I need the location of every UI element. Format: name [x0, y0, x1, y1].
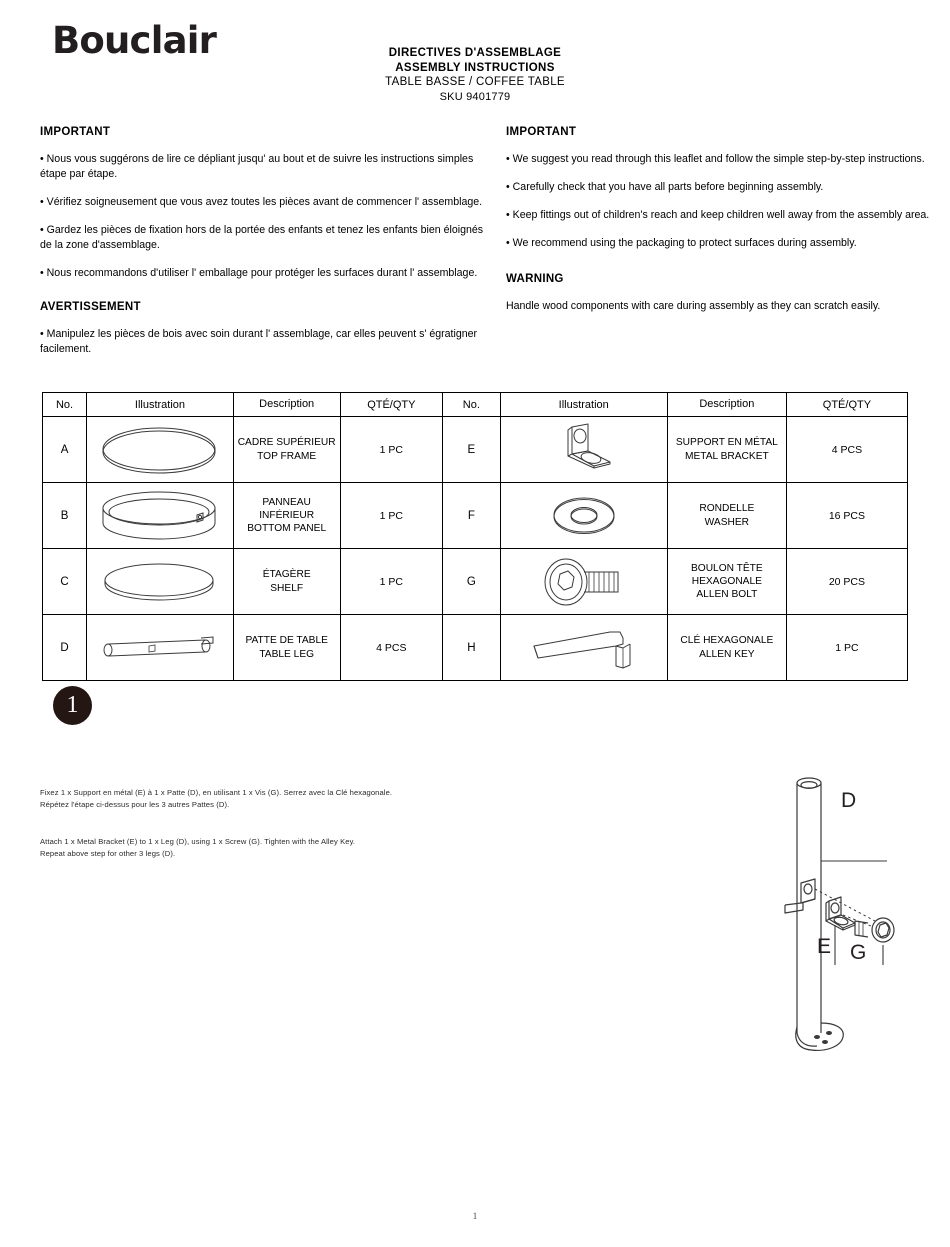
part-illustration-d [87, 615, 234, 681]
step-number-badge: 1 [53, 686, 92, 725]
important-bullet-en: • We suggest you read through this leaflet and follow the simple step-by-step instructions. [506, 153, 925, 165]
part-letter-h: H [443, 615, 500, 681]
part-qty-c: 1 PC [340, 549, 443, 615]
header-illustration-left: Illustration [87, 393, 234, 417]
bottom-panel-cylinder-icon [97, 488, 222, 544]
part-description-f [667, 483, 786, 549]
part-description-a [233, 417, 340, 483]
desc-fr: RONDELLE [699, 503, 755, 515]
part-description-h [667, 615, 786, 681]
figure-label-bolt: G [850, 941, 867, 964]
desc-en: METAL BRACKET [684, 450, 769, 462]
table-header-row [43, 393, 908, 417]
title-en: ASSEMBLY INSTRUCTIONS [395, 61, 555, 74]
part-illustration-e [500, 417, 667, 483]
warning-title-en: WARNING [506, 273, 564, 286]
step-text-en-line1: Attach 1 x Metal Bracket (E) to 1 x Leg (D), using 1 x Screw (G). Tighten with the Alley Key. [40, 837, 356, 846]
part-illustration-c [87, 549, 234, 615]
part-illustration-g [500, 549, 667, 615]
desc-fr-line1: BOULON TÊTE [690, 562, 763, 574]
desc-en: BOTTOM PANEL [247, 523, 327, 535]
step-text-fr-line2: Répétez l'étape ci-dessus pour les 3 autres Pattes (D). [40, 800, 230, 810]
part-letter-g: G [443, 549, 500, 615]
header-qty-right: QTÉ/QTY [786, 393, 907, 417]
desc-en: WASHER [704, 516, 750, 528]
table-row [43, 417, 908, 483]
top-frame-ring-icon [97, 423, 222, 477]
desc-fr: PANNEAU INFÉRIEUR [259, 496, 315, 521]
header-description-right: Description [667, 393, 786, 417]
allen-key-icon [524, 624, 644, 672]
step-text-en-line2: Repeat above step for other 3 legs (D). [40, 849, 176, 859]
header-no-right: No. [443, 393, 500, 417]
desc-fr: ÉTAGÈRE [262, 569, 311, 581]
step-text-fr-line1: Fixez 1 x Support en métal (E) à 1 x Patte (D), en utilisant 1 x Vis (G). Serrez avec la Clé hexagonale. [40, 788, 393, 797]
part-letter-a: A [43, 417, 87, 483]
part-qty-f: 16 PCS [786, 483, 907, 549]
part-illustration-a [87, 417, 234, 483]
warning-bullet-fr: • Manipulez les pièces de bois avec soin durant l' assemblage, car elles peuvent s' égratigner facilement. [40, 328, 478, 356]
important-bullet-fr: • Gardez les pièces de fixation hors de la portée des enfants et tenez les enfants bien éloignés de la zone d'assemblage. [40, 224, 484, 252]
metal-bracket-icon [548, 421, 620, 479]
table-row [43, 549, 908, 615]
desc-fr: CLÉ HEXAGONALE [680, 635, 774, 647]
desc-fr-line2: HEXAGONALE [691, 575, 762, 587]
notices-french [40, 126, 495, 357]
desc-en: SHELF [270, 582, 304, 594]
part-description-c [233, 549, 340, 615]
brand-logo: Bouclair [52, 19, 217, 62]
part-description-d [233, 615, 340, 681]
table-leg-tube-icon [97, 628, 222, 668]
important-bullet-en: • Carefully check that you have all parts before beginning assembly. [506, 181, 824, 194]
desc-fr: SUPPORT EN MÉTAL [675, 437, 778, 449]
step-instructions-en [40, 836, 500, 860]
part-qty-h: 1 PC [786, 615, 907, 681]
header-no-left: No. [43, 393, 87, 417]
important-title-fr: IMPORTANT [40, 126, 111, 138]
part-illustration-f [500, 483, 667, 549]
part-qty-b: 1 PC [340, 483, 443, 549]
title-fr: DIRECTIVES D'ASSEMBLAGE [388, 47, 562, 59]
washer-icon [544, 491, 624, 541]
part-description-g [667, 549, 786, 615]
header-illustration-right: Illustration [500, 393, 667, 417]
part-illustration-h [500, 615, 667, 681]
warning-bullet-en: Handle wood components with care during assembly as they can scratch easily. [506, 300, 881, 313]
important-title-en: IMPORTANT [506, 126, 577, 138]
header-qty-left: QTÉ/QTY [340, 393, 443, 417]
table-row [43, 483, 908, 549]
parts-table [42, 392, 908, 681]
part-qty-d: 4 PCS [340, 615, 443, 681]
desc-en: TABLE LEG [259, 648, 315, 660]
important-bullet-en: • We recommend using the packaging to protect surfaces during assembly. [506, 237, 857, 250]
table-row [43, 615, 908, 681]
part-description-e [667, 417, 786, 483]
important-bullet-en: • Keep fittings out of children's reach and keep children well away from the assembly area. [506, 209, 930, 222]
allen-bolt-icon [534, 554, 634, 610]
desc-fr: CADRE SUPÉRIEUR [237, 437, 336, 449]
important-bullet-fr: • Nous recommandons d'utiliser l' emballage pour protéger les surfaces durant l' assemblage. [40, 267, 478, 280]
desc-en: ALLEN KEY [699, 648, 755, 660]
shelf-disc-icon [97, 557, 222, 607]
header-description-left: Description [233, 393, 340, 417]
product-name: TABLE BASSE / COFFEE TABLE [385, 76, 565, 89]
part-letter-d: D [43, 615, 87, 681]
part-letter-c: C [43, 549, 87, 615]
desc-fr: PATTE DE TABLE [245, 635, 328, 647]
important-bullet-fr: • Vérifiez soigneusement que vous avez toutes les pièces avant de commencer l' assemblage. [40, 196, 483, 209]
desc-en: ALLEN BOLT [696, 589, 758, 601]
part-letter-b: B [43, 483, 87, 549]
document-title-block [270, 46, 680, 104]
page-number: 1 [472, 1211, 478, 1221]
figure-label-leg: D [841, 789, 857, 812]
part-illustration-b [87, 483, 234, 549]
figure-label-bracket: E [817, 935, 832, 958]
part-qty-g: 20 PCS [786, 549, 907, 615]
part-qty-e: 4 PCS [786, 417, 907, 483]
part-letter-e: E [443, 417, 500, 483]
notices-english [506, 126, 946, 314]
warning-title-fr: AVERTISSEMENT [40, 301, 141, 314]
sku: SKU 9401779 [439, 91, 511, 104]
part-letter-f: F [443, 483, 500, 549]
part-description-b [233, 483, 340, 549]
part-qty-a: 1 PC [340, 417, 443, 483]
desc-en: TOP FRAME [257, 450, 317, 462]
step1-assembly-diagram [755, 765, 915, 1065]
important-bullet-fr: • Nous vous suggérons de lire ce dépliant jusqu' au bout et de suivre les instructions simples étape par étape. [40, 153, 474, 181]
step-instructions-fr [40, 787, 500, 811]
